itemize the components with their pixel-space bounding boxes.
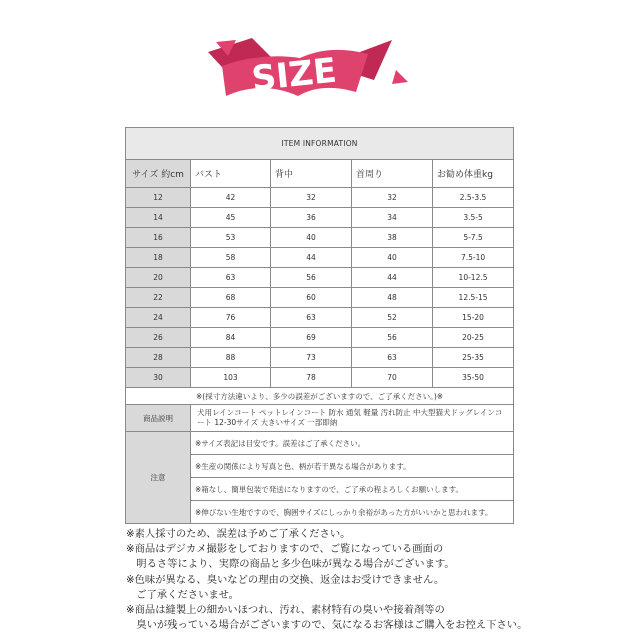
cell-bust: 58 xyxy=(191,248,271,268)
table-info-title: ITEM INFORMATION xyxy=(126,128,514,160)
cell-size: 14 xyxy=(126,208,191,228)
notes-label: 注意 xyxy=(126,432,191,524)
size-banner xyxy=(0,0,640,118)
cell-bust: 88 xyxy=(191,348,271,368)
cell-back: 36 xyxy=(271,208,352,228)
cell-neck: 56 xyxy=(352,328,433,348)
table-row xyxy=(126,228,514,248)
cell-bust: 84 xyxy=(191,328,271,348)
table-row xyxy=(126,368,514,388)
header-back: 背中 xyxy=(271,160,352,188)
cell-neck: 63 xyxy=(352,348,433,368)
cell-size: 22 xyxy=(126,288,191,308)
cell-back: 60 xyxy=(271,288,352,308)
cell-neck: 34 xyxy=(352,208,433,228)
cell-weight: 35-50 xyxy=(433,368,514,388)
cell-bust: 53 xyxy=(191,228,271,248)
table-row xyxy=(126,328,514,348)
cell-back: 32 xyxy=(271,188,352,208)
header-size: サイズ 約cm xyxy=(126,160,191,188)
cell-size: 18 xyxy=(126,248,191,268)
footer-note-line: ※素人採寸のため、誤差は予めご了承ください。 xyxy=(126,528,351,540)
cell-neck: 52 xyxy=(352,308,433,328)
cell-size: 16 xyxy=(126,228,191,248)
footer-note-line: ご了承くださいませ。 xyxy=(126,588,239,601)
cell-neck: 70 xyxy=(352,368,433,388)
table-disclaimer: ※(採寸方法違いより、多少の誤差がございますので、ご了承ください。)※ xyxy=(126,388,514,405)
cell-weight: 2.5-3.5 xyxy=(433,188,514,208)
cell-bust: 42 xyxy=(191,188,271,208)
cell-size: 30 xyxy=(126,368,191,388)
table-row xyxy=(126,248,514,268)
cell-bust: 76 xyxy=(191,308,271,328)
note-item: ※生産の関係により写真と色、柄が若干異なる場合があります。 xyxy=(191,455,514,478)
cell-weight: 3.5-5 xyxy=(433,208,514,228)
size-table xyxy=(125,127,514,524)
footer-notes xyxy=(126,527,527,633)
table-row xyxy=(126,268,514,288)
cell-weight: 7.5-10 xyxy=(433,248,514,268)
table-row xyxy=(126,308,514,328)
cell-back: 63 xyxy=(271,308,352,328)
cell-bust: 103 xyxy=(191,368,271,388)
footer-note-line: ※商品はデジカメ撮影をしておりますので、ご覧になっている画面の xyxy=(126,543,444,556)
size-banner-title: SIZE xyxy=(249,50,339,100)
footer-note-line: 臭いが残っている場合がございますので、気になるお客様はご購入をお控え下さい。 xyxy=(126,619,528,632)
table-row xyxy=(126,348,514,368)
cell-bust: 45 xyxy=(191,208,271,228)
cell-back: 44 xyxy=(271,248,352,268)
cell-neck: 32 xyxy=(352,188,433,208)
cell-weight: 15-20 xyxy=(433,308,514,328)
table-row xyxy=(126,208,514,228)
note-item: ※箱なし、簡単包装で発送になりますので、ご了承の程よろしくお願いします。 xyxy=(191,478,514,501)
footer-note-line: ※商品は縫製上の細かいほつれ、汚れ、素材特有の臭いや接着剤等の xyxy=(126,604,445,617)
cell-size: 24 xyxy=(126,308,191,328)
cell-size: 26 xyxy=(126,328,191,348)
cell-neck: 48 xyxy=(352,288,433,308)
cell-back: 78 xyxy=(271,368,352,388)
banner-triangle-icon xyxy=(392,70,408,84)
cell-weight: 20-25 xyxy=(433,328,514,348)
table-row xyxy=(126,188,514,208)
table-row xyxy=(126,288,514,308)
cell-weight: 10-12.5 xyxy=(433,268,514,288)
cell-back: 69 xyxy=(271,328,352,348)
product-description-label: 商品説明 xyxy=(126,405,191,432)
note-item: ※サイズ表記は目安です。誤差はご了承ください。 xyxy=(191,432,514,455)
cell-back: 73 xyxy=(271,348,352,368)
cell-size: 12 xyxy=(126,188,191,208)
cell-weight: 25-35 xyxy=(433,348,514,368)
header-bust: バスト xyxy=(191,160,271,188)
cell-back: 40 xyxy=(271,228,352,248)
note-item: ※伸びない生地ですので、胸囲サイズにしっかり余裕があった方がいいかと思われます。 xyxy=(191,501,514,524)
cell-bust: 63 xyxy=(191,268,271,288)
cell-weight: 12.5-15 xyxy=(433,288,514,308)
product-description: 犬用レインコート ペットレインコート 防水 通気 軽量 汚れ防止 中大型猫犬ドッグレインコート 12-30サイズ 大きいサイズ 一部即納 xyxy=(191,405,514,432)
footer-note-line: ※色味が異なる、臭いなどの理由の交換、返金はお受けできません。 xyxy=(126,573,445,586)
cell-neck: 40 xyxy=(352,248,433,268)
header-neck: 首周り xyxy=(352,160,433,188)
header-weight: お勧め体重kg xyxy=(433,160,514,188)
cell-bust: 68 xyxy=(191,288,271,308)
footer-note-line: 明るさ等により、実際の商品と多少色味が異なる場合がございます。 xyxy=(126,558,455,571)
cell-weight: 5-7.5 xyxy=(433,228,514,248)
cell-neck: 38 xyxy=(352,228,433,248)
cell-neck: 44 xyxy=(352,268,433,288)
cell-size: 28 xyxy=(126,348,191,368)
cell-back: 56 xyxy=(271,268,352,288)
cell-size: 20 xyxy=(126,268,191,288)
